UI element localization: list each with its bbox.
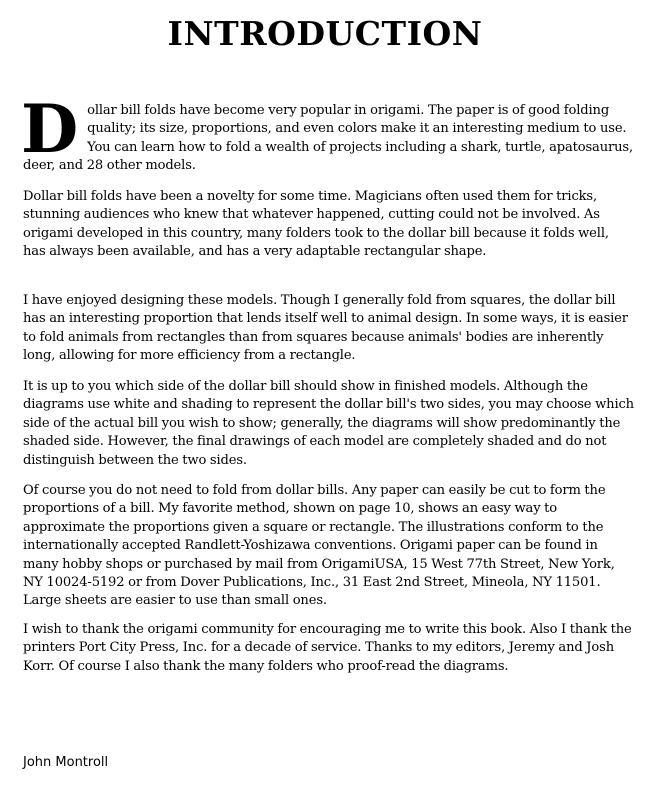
author-signature: John Montroll [23, 755, 109, 770]
paragraph-sides: It is up to you which side of the dollar bill should show in finished models. Although the diagrams use white and shading to represent the dollar bill's two sides, you may choose which side of the actual bill you wish to show; generally, the diagrams will show predominantly the shaded side. However, the final drawings of each model are completely shaded and do not distinguish between the two sides. [23, 379, 634, 468]
paragraph-design: I have enjoyed designing these models. Though I generally fold from squares, the dollar bill has an interesting proportion that lends itself well to animal design. In some ways, it is easier to fold animals from rectangles than from squares because animals' bodies are inherently long, allowing for more efficiency from a rectangle. [23, 293, 628, 364]
paragraph-intro-text: ollar bill folds have become very popular in origami. The paper is of good folding quality; its size, proportions, and even colors make it an interesting medium to use. You can learn how to fold a wealth of projects including a shark, turtle, apatosaurus, deer, and 28 other models. [23, 103, 633, 174]
paragraph-thanks: I wish to thank the origami community for encouraging me to write this book. Also I thank the printers Port City Press, Inc. for a decade of service. Thanks to my editors, Jeremy and Josh Korr. Of course I also thank the many folders who proof-read the diagrams. [23, 622, 632, 674]
paragraph-paper: Of course you do not need to fold from dollar bills. Any paper can easily be cut to form the proportions of a bill. My favorite method, shown on page 10, shows an easy way to approximate the proportions given a square or rectangle. The illustrations conform to the internationally accepted Randlett-Yoshizawa conventions. Origami paper can be found in many hobby shops or purchased by mail from OrigamiUSA, 15 West 77th Street, New York, NY 10024-5192 or from Dover Publications, Inc., 31 East 2nd Street, Mineola, NY 11501. Large sheets are easier to use than small ones. [23, 483, 615, 609]
drop-cap: D [21, 90, 79, 168]
paragraph-history: Dollar bill folds have been a novelty for some time. Magicians often used them for tricks, stunning audiences who knew that whatever happened, cutting could not be involved. As origami developed in this country, many folders took to the dollar bill because it folds well, has always been available, and has a very adaptable rectangular shape. [23, 189, 609, 260]
page-title: INTRODUCTION [167, 14, 483, 53]
paragraph-intro [21, 90, 635, 176]
